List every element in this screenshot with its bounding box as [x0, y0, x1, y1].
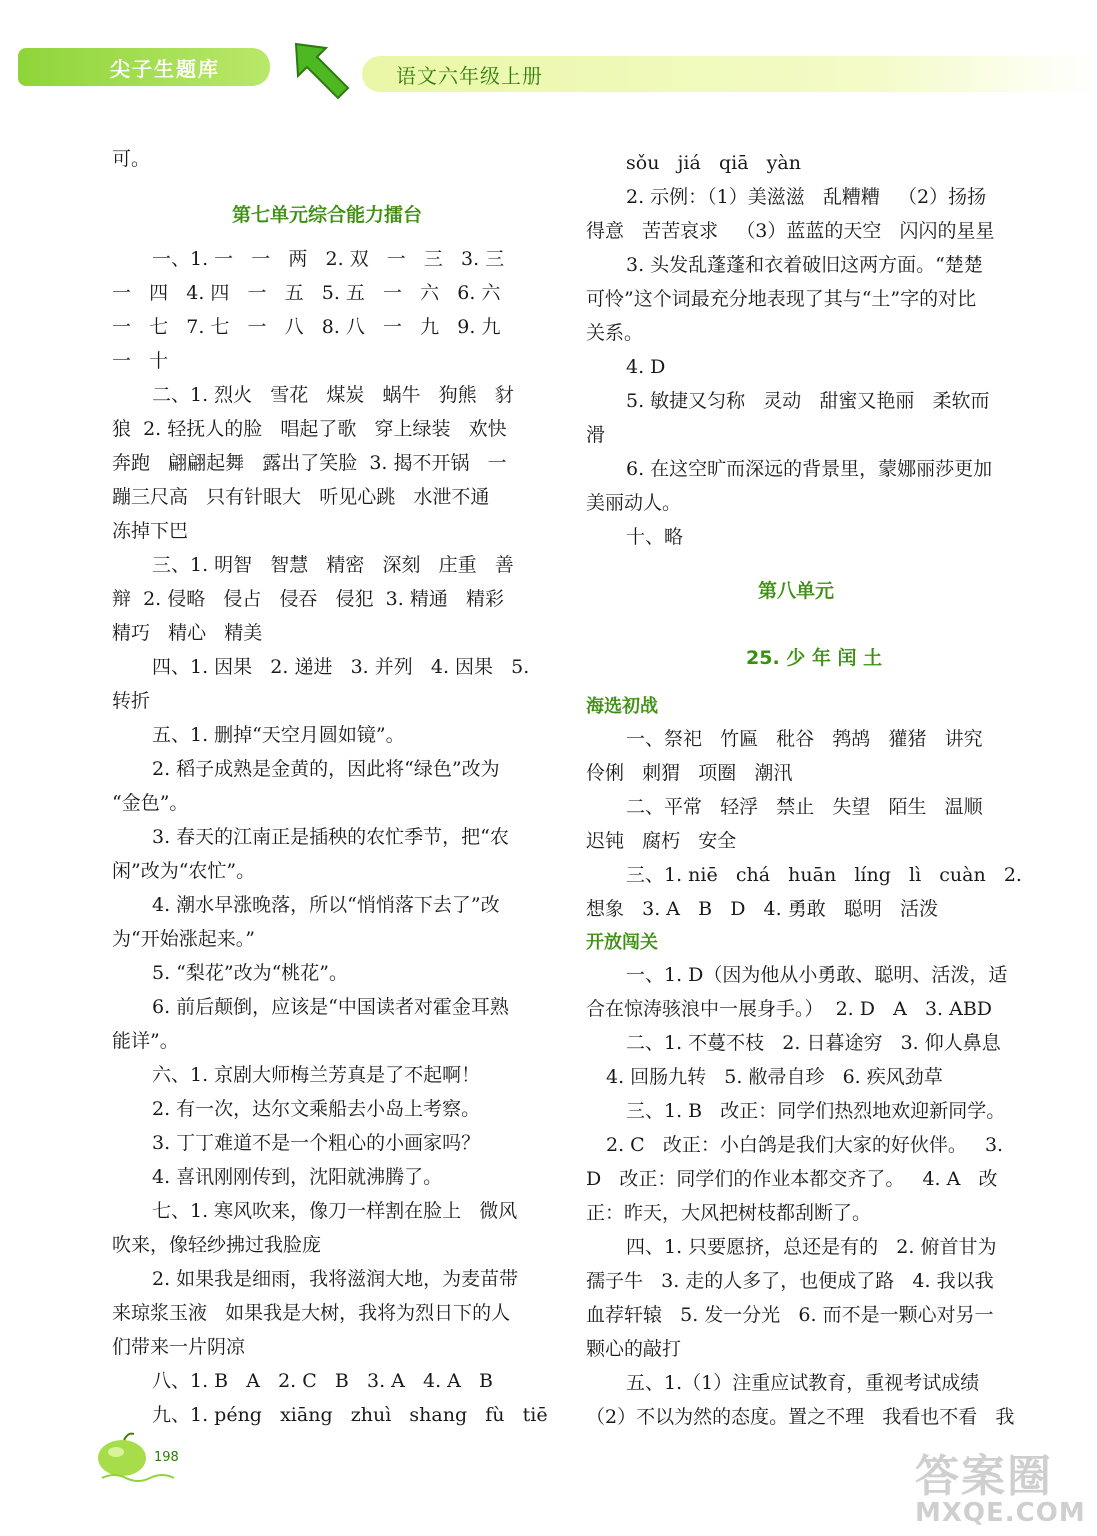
text-line: 十、略: [626, 526, 684, 548]
text-line: 得意 苦苦哀求 （3）蓝蓝的天空 闪闪的星星: [586, 220, 995, 242]
text-line: 滑: [586, 424, 606, 446]
text-line: 五、1.（1）注重应试教育，重视考试成绩: [626, 1372, 980, 1394]
text-line: 关系。: [586, 322, 644, 344]
text-line: sǒu jiá qiā yàn: [626, 152, 801, 174]
arrow-up-left-icon: [290, 38, 354, 102]
text-line: 三、1. B 改正：同学们热烈地欢迎新同学。: [626, 1100, 1006, 1122]
text-line: 四、1. 因果 2. 递进 3. 并列 4. 因果 5.: [152, 656, 530, 678]
text-line: 孺子牛 3. 走的人多了，也便成了路 4. 我以我: [586, 1270, 994, 1292]
subject-title: 语文六年级上册: [396, 63, 543, 88]
text-line: 迟钝 腐朽 安全: [586, 830, 737, 852]
text-line: 转折: [112, 690, 151, 712]
text-line: D 改正：同学们的作业本都交齐了。 4. A 改: [586, 1168, 998, 1190]
text-line: 2. 如果我是细雨，我将滋润大地，为麦苗带: [152, 1268, 519, 1290]
text-line: 三、1. niē chá huān líng lì cuàn 2.: [626, 864, 1022, 886]
series-title: 尖子生题库: [110, 56, 220, 81]
text-line: 闲”改为“农忙”。: [112, 860, 256, 882]
watermark-logo-text: 答案圈: [915, 1451, 1053, 1502]
series-banner: [18, 48, 270, 86]
text-line: 3. 丁丁难道不是一个粗心的小画家吗？: [152, 1132, 481, 1154]
text-line: 4. 潮水早涨晚落，所以“悄悄落下去了”改: [152, 894, 500, 916]
text-line: 九、1. péng xiāng zhuì shang fù tiē: [152, 1404, 548, 1426]
text-line: 颗心的敲打: [586, 1338, 682, 1360]
text-line: 可。: [112, 148, 151, 170]
text-line: 2. 示例：（1）美滋滋 乱糟糟 （2）扬扬: [626, 186, 987, 208]
text-line: 一 四 4. 四 一 五 5. 五 一 六 6. 六: [112, 282, 501, 304]
text-line: 合在惊涛骇浪中一展身手。） 2. D A 3. ABD: [586, 998, 993, 1020]
text-line: 一 七 7. 七 一 八 8. 八 一 九 9. 九: [112, 316, 501, 338]
text-line: 正：昨天，大风把树枝都刮断了。: [586, 1202, 872, 1224]
text-line: 三、1. 明智 智慧 精密 深刻 庄重 善: [152, 554, 514, 576]
unit7-title: 第七单元综合能力擂台: [232, 204, 423, 226]
text-line: 可怜”这个词最充分地表现了其与“土”字的对比: [586, 288, 977, 310]
text-line: 七、1. 寒风吹来，像刀一样割在脸上 微风: [152, 1200, 518, 1222]
text-line: 二、1. 烈火 雪花 煤炭 蜗牛 狗熊 豺: [152, 384, 514, 406]
part-heading: 开放闯关: [586, 932, 658, 953]
page-number: 198: [154, 1450, 179, 1465]
text-line: 3. 春天的江南正是插秧的农忙季节，把“农: [152, 826, 509, 848]
apple-icon: [94, 1430, 204, 1490]
text-line: “金色”。: [112, 792, 189, 814]
text-line: 来琼浆玉液 如果我是大树，我将为烈日下的人: [112, 1302, 511, 1324]
text-line: 蹦三尺高 只有针眼大 听见心跳 水泄不通: [112, 486, 490, 508]
text-line: 一、1. D（因为他从小勇敢、聪明、活泼，适: [626, 964, 1008, 986]
text-line: 伶俐 刺猬 项圈 潮汛: [586, 762, 793, 784]
text-line: 4. 喜讯刚刚传到，沈阳就沸腾了。: [152, 1166, 443, 1188]
text-line: 6. 在这空旷而深远的背景里，蒙娜丽莎更加: [626, 458, 993, 480]
text-line: 一、祭祀 竹匾 秕谷 鹁鸪 獾猪 讲究: [626, 728, 983, 750]
text-line: 们带来一片阴凉: [112, 1336, 246, 1358]
text-line: 为“开始涨起来。”: [112, 928, 255, 950]
text-line: 3. 头发乱蓬蓬和衣着破旧这两方面。“楚楚: [626, 254, 983, 276]
text-line: 能详”。: [112, 1030, 179, 1052]
text-line: 4. 回肠九转 5. 敝帚自珍 6. 疾风劲草: [606, 1066, 943, 1088]
text-line: 2. 有一次，达尔文乘船去小岛上考察。: [152, 1098, 481, 1120]
text-line: 精巧 精心 精美: [112, 622, 263, 644]
lesson-title: 25. 少 年 闰 土: [746, 647, 883, 669]
text-line: 狼 2. 轻抚人的脸 唱起了歌 穿上绿装 欢快: [112, 418, 507, 440]
text-line: 八、1. B A 2. C B 3. A 4. A B: [152, 1370, 493, 1392]
text-line: 一、1. 一 一 两 2. 双 一 三 3. 三: [152, 248, 505, 270]
text-line: 2. 稻子成熟是金黄的，因此将“绿色”改为: [152, 758, 500, 780]
watermark: [915, 1440, 1085, 1530]
subject-banner: [362, 56, 1097, 92]
text-line: 6. 前后颠倒，应该是“中国读者对霍金耳熟: [152, 996, 509, 1018]
text-line: 冻掉下巴: [112, 520, 189, 542]
text-line: 5. “梨花”改为“桃花”。: [152, 962, 349, 984]
text-line: 2. C 改正：小白鸽是我们大家的好伙伴。 3.: [606, 1134, 1004, 1156]
part-heading: 海选初战: [586, 696, 658, 717]
text-line: 六、1. 京剧大师梅兰芳真是了不起啊！: [152, 1064, 481, 1086]
text-line: 四、1. 只要愿挤，总还是有的 2. 俯首甘为: [626, 1236, 997, 1258]
text-line: 5. 敏捷又匀称 灵动 甜蜜又艳丽 柔软而: [626, 390, 990, 412]
text-line: 美丽动人。: [586, 492, 682, 514]
text-line: 奔跑 翩翩起舞 露出了笑脸 3. 揭不开锅 一: [112, 452, 507, 474]
text-line: 五、1. 删掉“天空月圆如镜”。: [152, 724, 405, 746]
unit8-title: 第八单元: [758, 580, 835, 602]
text-line: 4. D: [626, 356, 666, 378]
text-line: （2）不以为然的态度。置之不理 我看也不看 我: [586, 1406, 1015, 1428]
text-line: 二、平常 轻浮 禁止 失望 陌生 温顺: [626, 796, 983, 818]
text-line: 一 十: [112, 350, 169, 372]
text-line: 血荐轩辕 5. 发一分光 6. 而不是一颗心对另一: [586, 1304, 994, 1326]
watermark-url: MXQE.COM: [915, 1498, 1086, 1528]
text-line: 想象 3. A B D 4. 勇敢 聪明 活泼: [586, 898, 938, 920]
text-line: 二、1. 不蔓不枝 2. 日暮途穷 3. 仰人鼻息: [626, 1032, 1001, 1054]
text-line: 辩 2. 侵略 侵占 侵吞 侵犯 3. 精通 精彩: [112, 588, 504, 610]
text-line: 吹来，像轻纱拂过我脸庞: [112, 1234, 322, 1256]
